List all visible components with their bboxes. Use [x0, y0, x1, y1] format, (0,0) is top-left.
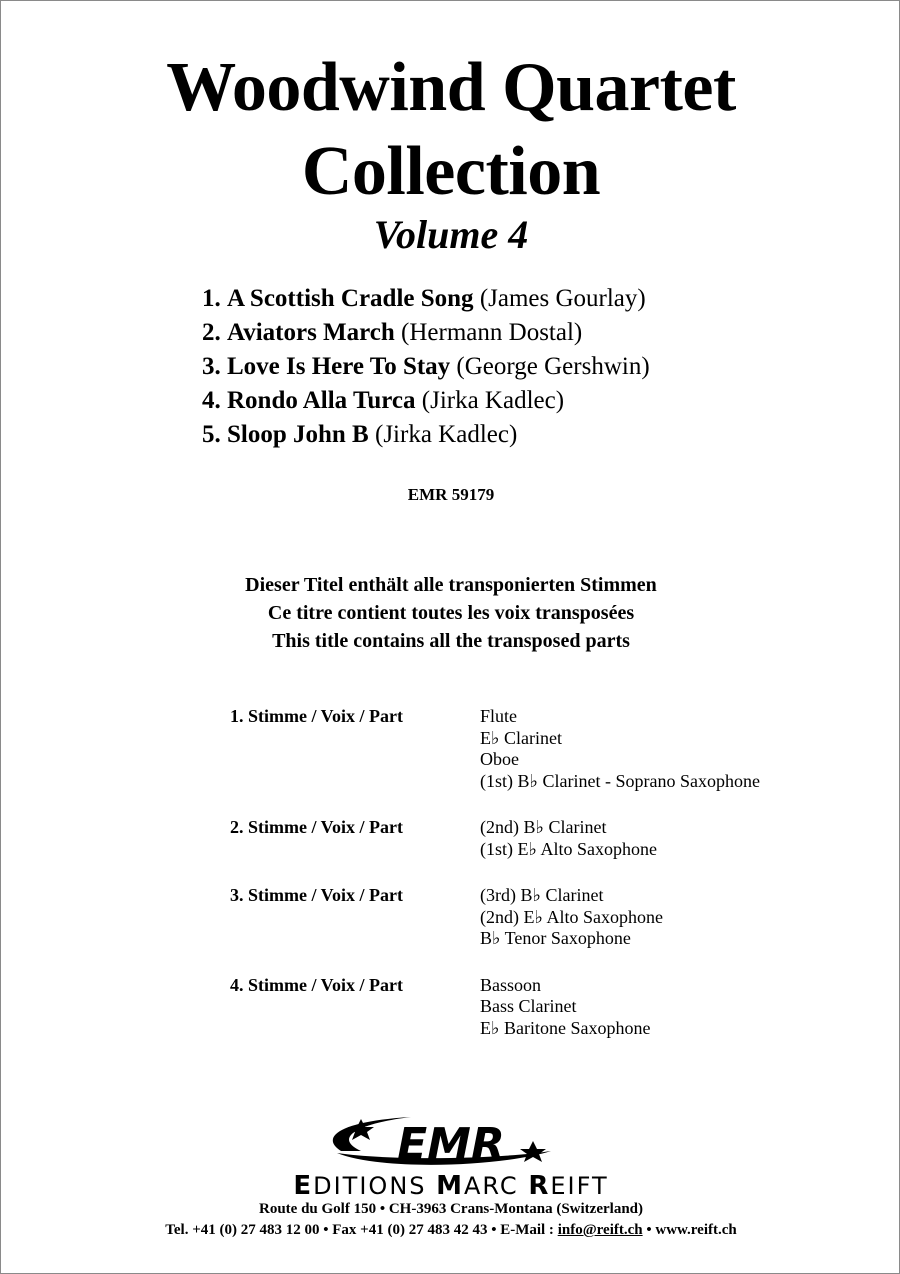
song-number: 4.	[202, 387, 221, 414]
instrument: E♭ Baritone Saxophone	[480, 1017, 651, 1038]
part-group	[230, 885, 760, 950]
publisher-initial: M	[436, 1171, 465, 1201]
part-group	[230, 817, 760, 860]
song-composer: (Jirka Kadlec)	[375, 421, 518, 448]
volume-subtitle: Volume 4	[373, 212, 529, 257]
song-composer: (James Gourlay)	[479, 285, 646, 312]
publisher-initial: E	[293, 1171, 314, 1201]
title-line-2: Collection	[301, 133, 601, 210]
instrument: (2nd) B♭ Clarinet	[480, 817, 607, 837]
instrument: (1st) B♭ Clarinet - Soprano Saxophone	[480, 770, 760, 791]
song-title: Sloop John B	[227, 421, 369, 448]
notice-english: This title contains all the transposed parts	[272, 630, 630, 652]
song-number: 2.	[202, 319, 221, 346]
song-title: Rondo Alla Turca	[227, 387, 416, 414]
instrument: E♭ Clarinet	[480, 727, 562, 748]
publisher-name	[1, 1173, 900, 1199]
song-number: 1.	[202, 285, 221, 312]
contact-website: • www.reift.ch	[642, 1222, 737, 1238]
song-title: Aviators March	[227, 319, 395, 346]
instrument: (3rd) B♭ Clarinet	[480, 885, 604, 905]
instrument: (1st) E♭ Alto Saxophone	[480, 838, 657, 859]
song-list	[202, 282, 650, 452]
emr-logo	[301, 1107, 601, 1177]
title-line-1: Woodwind Quartet	[166, 49, 736, 126]
part-instruments	[480, 975, 760, 1040]
parts-list	[230, 706, 760, 1039]
song-composer: (George Gershwin)	[456, 353, 650, 380]
instrument: Oboe	[480, 749, 519, 769]
publisher-contact	[1, 1220, 900, 1241]
transposition-notice	[1, 571, 900, 655]
publisher-address: Route du Golf 150 • CH-3963 Crans-Montana (Switzerland)	[259, 1201, 643, 1217]
instrument: Bass Clarinet	[480, 996, 577, 1016]
notice-german: Dieser Titel enthält alle transponierten Stimmen	[245, 574, 657, 596]
song-item	[202, 316, 650, 350]
song-item	[202, 384, 650, 418]
catalog-code: EMR 59179	[407, 485, 495, 504]
song-title: A Scottish Cradle Song	[227, 285, 474, 312]
instrument: Bassoon	[480, 974, 542, 995]
email-link[interactable]: info@reift.ch	[557, 1222, 643, 1238]
part-group	[230, 975, 760, 1040]
part-instruments	[480, 885, 760, 950]
instrument: Flute	[480, 706, 518, 726]
song-item	[202, 418, 650, 452]
part-label: 4. Stimme / Voix / Part	[230, 974, 403, 995]
song-title: Love Is Here To Stay	[227, 353, 451, 380]
song-composer: (Hermann Dostal)	[401, 319, 583, 346]
part-group	[230, 706, 760, 792]
part-label: 3. Stimme / Voix / Part	[230, 885, 403, 905]
publisher-word: ARC	[464, 1172, 529, 1200]
part-instruments	[480, 706, 760, 792]
song-composer: (Jirka Kadlec)	[421, 387, 565, 414]
logo-wordmark: EMR	[397, 1119, 505, 1170]
part-label: 1. Stimme / Voix / Part	[230, 706, 403, 726]
publisher-word: DITIONS	[313, 1172, 437, 1200]
publisher-word: EIFT	[550, 1172, 609, 1200]
song-item	[202, 282, 650, 316]
part-label: 2. Stimme / Voix / Part	[230, 817, 403, 837]
instrument: (2nd) E♭ Alto Saxophone	[480, 906, 663, 927]
notice-french: Ce titre contient toutes les voix transposées	[267, 602, 635, 624]
publisher-initial: R	[528, 1171, 551, 1201]
instrument: B♭ Tenor Saxophone	[480, 928, 631, 948]
song-item	[202, 350, 650, 384]
part-instruments	[480, 817, 760, 860]
song-number: 3.	[202, 353, 221, 380]
contact-phone-fax: Tel. +41 (0) 27 483 12 00 • Fax +41 (0) 27 483 42 43 • E-Mail :	[165, 1222, 558, 1238]
star-icon	[520, 1141, 546, 1162]
song-number: 5.	[202, 421, 221, 448]
